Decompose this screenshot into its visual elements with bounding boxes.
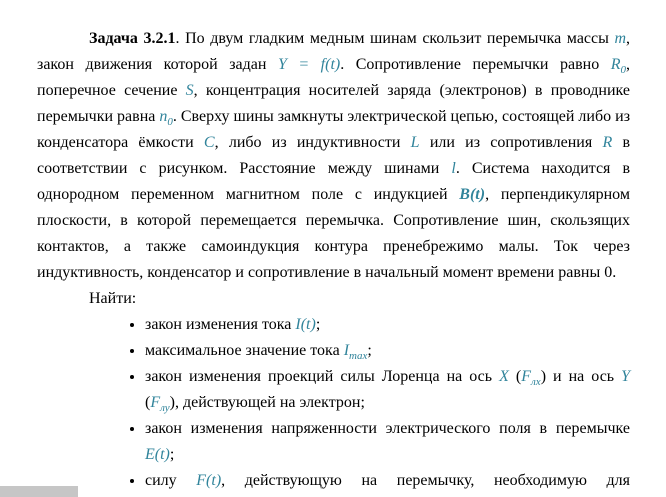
variable-l: l [451,160,456,177]
text-run: . Сверху шины замкнуты электрической цепью, состоящей либо из конденсатора ёмкости [37,108,631,151]
text-run: . По двум гладким медным шинам скользит перемычка массы [175,30,615,47]
variable-subscript: 0 [167,116,173,129]
variable-R0 [610,56,626,77]
variable-n0 [159,108,173,129]
text-run: , действующую на перемычку, необходимую для [221,472,630,489]
text-run: , поперечное сечение [37,56,630,99]
requirement-item-lorentz-force [145,364,630,416]
requirements-list [37,312,630,494]
variable-subscript: лу [160,402,170,415]
text-run: . Сопротивление перемычки равно [340,56,611,73]
variable-I-t: I(t) [295,316,316,333]
text-run: ) и на ось [540,368,622,385]
variable-L: L [410,134,420,151]
variable-C: C [203,134,215,151]
problem-title: Задача 3.2.1 [89,30,176,47]
variable-F-t: F(t) [196,472,222,489]
window-corner [0,486,78,497]
variable-base: F [521,368,531,385]
variable-S: S [185,82,194,99]
variable-subscript: лх [531,376,541,389]
requirement-item-max-current [145,338,630,364]
variable-subscript: max [349,350,368,363]
text-run: ( [508,368,522,385]
requirement-item-electric-field [145,416,630,468]
requirement-item-force [145,468,630,494]
text-run: ( [145,394,151,411]
text-run: ), действующей на электрон; [169,394,365,411]
requirement-item-current-law [145,312,630,338]
variable-base: R [610,56,621,73]
text-run: закон изменения напряженности электрического поля в перемычке [145,420,630,437]
text-run: закон изменения проекций силы Лоренца на ось [145,368,500,385]
text-run: ; [315,316,321,333]
text-run: , закон движения которой задан [37,30,631,73]
text-run: , концентрация носителей заряда (электронов) в проводнике перемычки равна [37,82,630,125]
text-run: или из сопротивления [419,134,603,151]
variable-E-t: E(t) [145,446,170,463]
text-run: максимальное значение тока [145,342,344,359]
text-run: в соответствии с рисунком. Расстояние между шинами [37,134,631,177]
text-run: закон изменения тока [145,316,296,333]
variable-B-t: B(t) [459,186,486,203]
variable-Y-ft: Y = f(t) [277,56,341,73]
text-run: . Система находится в однородном переменном магнитном поле с индукцией [37,160,630,203]
variable-F-ly [150,394,170,415]
variable-X-axis: X [499,368,509,385]
variable-base: F [150,394,161,411]
variable-base: n [159,108,168,125]
text-run: ; [367,342,372,359]
text-run: ; [169,446,175,463]
text-run: , перпендикулярном плоскости, в которой перемещается перемычка. Сопротивление шин, скользящих контактов, а также самоиндукция контура пренебрежимо малы. Ток через индуктивность, конденсатор и сопротивление в начальный момент времени равны 0. [37,186,630,281]
variable-m: m [614,30,627,47]
variable-R: R [602,134,613,151]
variable-Y-axis: Y [621,368,631,385]
variable-base: I [343,342,350,359]
problem-statement [37,26,630,286]
text-run: силу [145,472,197,489]
text-run: , либо из индуктивности [214,134,411,151]
variable-I-max [343,342,368,363]
variable-F-lx [521,368,541,389]
variable-subscript: 0 [620,64,626,77]
find-label: Найти: [89,290,137,307]
